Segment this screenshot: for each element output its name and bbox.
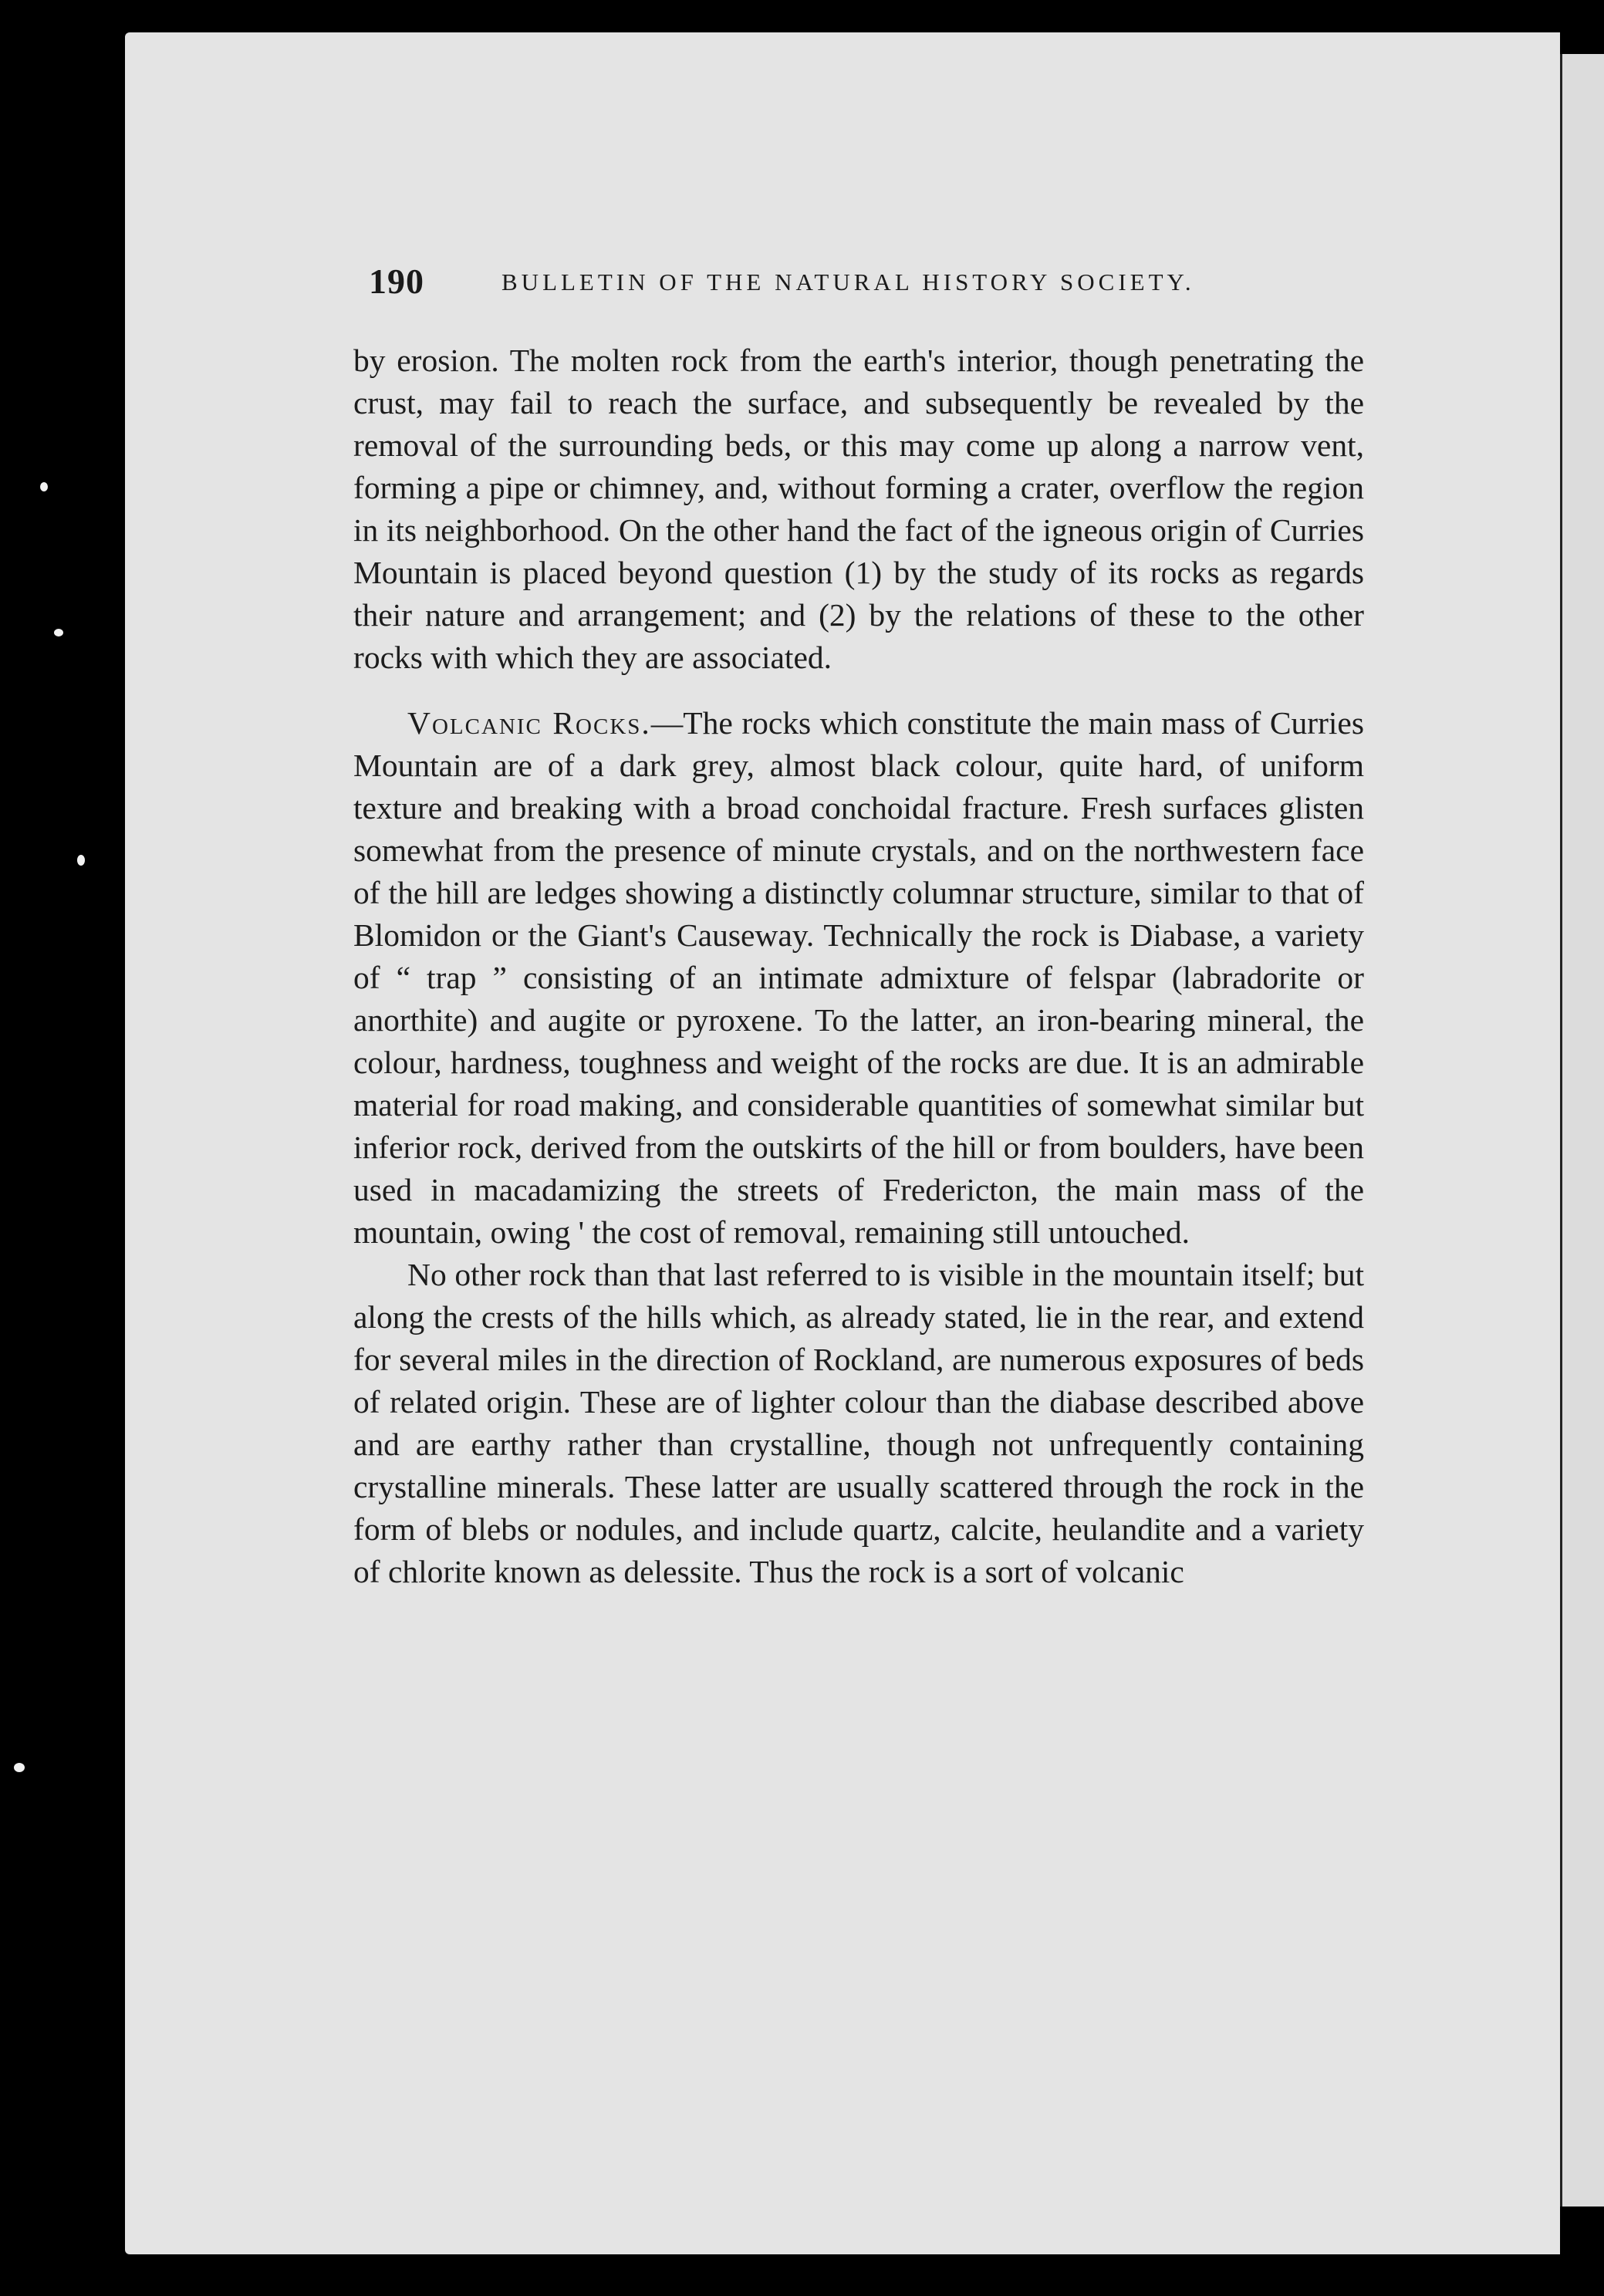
paragraph-2 <box>353 702 1364 1254</box>
adjacent-page-edge <box>1560 54 1604 2207</box>
paragraph-2-text: —The rocks which constitute the main mass of Curries Mountain are of a dark grey, almost black colour, quite hard, of uniform texture and breaking with a broad conchoidal fracture. Fresh surfaces glisten somewhat from the presence of minute crystals, and on the northwestern face of the hill are ledges showing a distinctly columnar structure, similar to that of Blomidon or the Giant's Causeway. Technically the rock is Diabase, a variety of “ trap ” consisting of an intimate admixture of felspar (labradorite or anorthite) and augite or pyroxene. To the latter, an iron-bearing mineral, the colour, hardness, toughness and weight of the rocks are due. It is an admirable material for road making, and considerable quantities of somewhat similar but inferior rock, derived from the outskirts of the hill or from boulders, have been used in macadamizing the streets of Fredericton, the main mass of the mountain, owing ' the cost of removal, remaining still untouched. <box>353 705 1364 1250</box>
scan-speck <box>77 855 85 866</box>
body-text <box>353 339 1364 1593</box>
page-header <box>369 261 1372 307</box>
running-title: BULLETIN OF THE NATURAL HISTORY SOCIETY. <box>501 268 1195 295</box>
scan-speck <box>54 629 63 636</box>
scan-speck <box>40 482 48 491</box>
paragraph-3: No other rock than that last referred to is visible in the mountain itself; but along the crests of the hills which, as already stated, lie in the rear, and extend for several miles in the direction of Rockland, are numerous exposures of beds of related origin. These are of lighter colour than the diabase described above and are earthy rather than crystalline, though not unfrequently containing crystalline minerals. These latter are usually scattered through the rock in the form of blebs or nodules, and include quartz, calcite, heulandite and a variety of chlorite known as delessite. Thus the rock is a sort of volcanic <box>353 1257 1364 1589</box>
scan-speck <box>14 1763 25 1772</box>
paragraph-1: by erosion. The molten rock from the earth's interior, though penetrating the crust, may fail to reach the surface, and subsequently be revealed by the removal of the surrounding beds, or this may come up along a narrow vent, forming a pipe or chimney, and, without forming a crater, overflow the region in its neighborhood. On the other hand the fact of the igneous origin of Curries Mountain is placed beyond question (1) by the study of its rocks as regards their nature and arrangement; and (2) by the relations of these to the other rocks with which they are associated. <box>353 343 1364 675</box>
page-number: 190 <box>369 262 424 301</box>
section-heading-volcanic-rocks: Volcanic Rocks. <box>407 705 651 741</box>
